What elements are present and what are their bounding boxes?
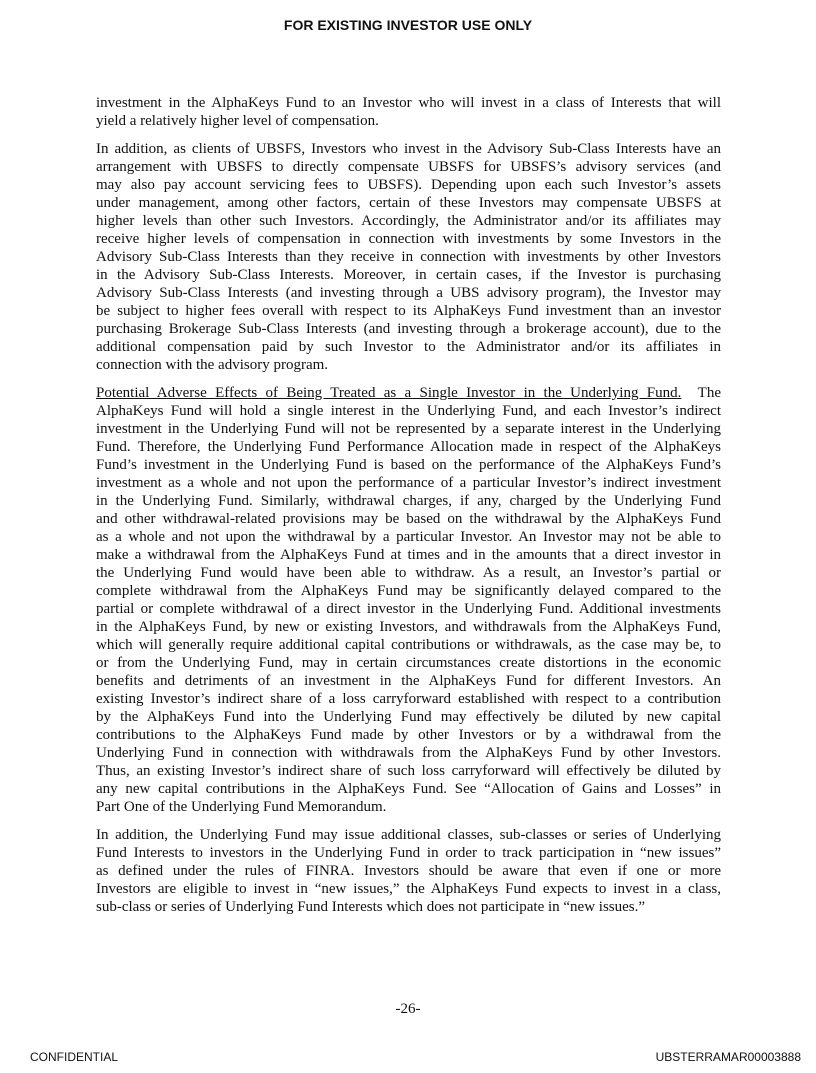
paragraph-line: partial or complete withdrawal of a direct investor in the Underlying Fund. Additional investments	[96, 601, 721, 617]
paragraph-line: sub-class or series of Underlying Fund Interests which does not participate in “new issues.”	[96, 899, 646, 915]
paragraph-line: Thus, an existing Investor’s indirect share of such loss carryforward will effectively be diluted by	[96, 763, 721, 779]
paragraph-line: be subject to higher fees overall with respect to its AlphaKeys Fund investment than an investor	[96, 303, 721, 319]
paragraph-line: investment in the Underlying Fund will not be represented by a separate interest in the Underlying	[96, 421, 721, 437]
paragraph-line: and other withdrawal-related provisions may be based on the withdrawal by the AlphaKeys Fund	[96, 511, 721, 527]
paragraph-line	[96, 384, 721, 402]
paragraph-line: which will generally require additional capital contributions or withdrawals, as the case may be, to	[96, 637, 721, 653]
paragraph-line: benefits and detriments of an investment in the AlphaKeys Fund for different Investors. An	[96, 673, 721, 689]
paragraph-line: Fund’s investment in the Underlying Fund is based on the performance of the AlphaKeys Fund’s	[96, 457, 721, 473]
paragraph-line: in the AlphaKeys Fund, by new or existing Investors, and withdrawals from the AlphaKeys Fund,	[96, 619, 721, 635]
document-body	[96, 94, 721, 926]
paragraph-line: higher levels than other such Investors. Accordingly, the Administrator and/or its affiliates may	[96, 213, 721, 229]
paragraph-line: AlphaKeys Fund will hold a single interest in the Underlying Fund, and each Investor’s indirect	[96, 403, 721, 419]
paragraph-line: Underlying Fund in connection with withdrawals from the AlphaKeys Fund by other Investors.	[96, 745, 721, 761]
paragraph-line: Investors are eligible to invest in “new issues,” the AlphaKeys Fund expects to invest in a class,	[96, 881, 721, 897]
paragraph-line: connection with the advisory program.	[96, 357, 329, 373]
paragraph-line: Advisory Sub-Class Interests than they receive in connection with investments by other Investors	[96, 249, 721, 265]
paragraph-line: Advisory Sub-Class Interests (and investing through a UBS advisory program), the Investor may	[96, 285, 721, 301]
paragraph-line: by the AlphaKeys Fund into the Underlying Fund may effectively be diluted by new capital	[96, 709, 721, 725]
paragraph	[96, 140, 721, 374]
paragraph-line: investment in the AlphaKeys Fund to an Investor who will invest in a class of Interests that will	[96, 95, 721, 111]
paragraph	[96, 826, 721, 916]
heading-tail: The	[681, 385, 721, 401]
paragraph-line: In addition, the Underlying Fund may issue additional classes, sub-classes or series of Underlying	[96, 827, 721, 843]
paragraph-line: as defined under the rules of FINRA. Investors should be aware that even if one or more	[96, 863, 721, 879]
paragraph-line: receive higher levels of compensation in connection with investments by some Investors in the	[96, 231, 721, 247]
paragraph-line: complete withdrawal from the AlphaKeys Fund may be significantly delayed compared to the	[96, 583, 721, 599]
paragraph-line: make a withdrawal from the AlphaKeys Fund at times and in the amounts that a direct investor in	[96, 547, 721, 563]
paragraph-line: Part One of the Underlying Fund Memorandum.	[96, 799, 387, 815]
section-heading: Potential Adverse Effects of Being Treated as a Single Investor in the Underlying Fund.	[96, 385, 682, 401]
paragraph-line: Fund Interests to investors in the Underlying Fund in order to track participation in “new issues”	[96, 845, 721, 861]
paragraph-line: under management, among other factors, certain of these Investors may compensate UBSFS at	[96, 195, 721, 211]
paragraph-line: or from the Underlying Fund, may in certain circumstances create distortions in the economic	[96, 655, 721, 671]
paragraph-line: yield a relatively higher level of compensation.	[96, 113, 379, 129]
paragraph-line: in the Underlying Fund. Similarly, withdrawal charges, if any, charged by the Underlying Fund	[96, 493, 721, 509]
page-number: -26-	[395, 1001, 421, 1017]
paragraph-line: additional compensation paid by such Investor to the Administrator and/or its affiliates in	[96, 339, 721, 355]
paragraph-line: in the Advisory Sub-Class Interests. Moreover, in certain cases, if the Investor is purchasing	[96, 267, 721, 283]
paragraph-single-investor	[96, 384, 721, 816]
footer-bates-number: UBSTERRAMAR00003888	[655, 1050, 801, 1064]
footer-confidential: CONFIDENTIAL	[30, 1050, 119, 1064]
paragraph-line: the Underlying Fund would have been able to withdraw. As a result, an Investor’s partial or	[96, 565, 721, 581]
paragraph-line: may also pay account servicing fees to UBSFS). Depending upon each such Investor’s assets	[96, 177, 721, 193]
paragraph-line: as a whole and not upon the withdrawal by a particular Investor. An Investor may not be able to	[96, 529, 721, 545]
paragraph-line: contributions to the AlphaKeys Fund made by other Investors or by a withdrawal from the	[96, 727, 721, 743]
paragraph-line: purchasing Brokerage Sub-Class Interests (and investing through a brokerage account), due to the	[96, 321, 721, 337]
paragraph-line: any new capital contributions in the AlphaKeys Fund. See “Allocation of Gains and Losses” in	[96, 781, 721, 797]
paragraph-line: In addition, as clients of UBSFS, Investors who invest in the Advisory Sub-Class Interests have an	[96, 141, 721, 157]
paragraph	[96, 94, 721, 130]
paragraph-line: investment as a whole and not upon the performance of a particular Investor’s indirect investment	[96, 475, 721, 491]
paragraph-line: Fund. Therefore, the Underlying Fund Performance Allocation made in respect of the AlphaKeys	[96, 439, 721, 455]
page-header: FOR EXISTING INVESTOR USE ONLY	[283, 17, 533, 33]
paragraph-line: existing Investor’s indirect share of a loss carryforward established with respect to a contribution	[96, 691, 721, 707]
paragraph-line: arrangement with UBSFS to directly compensate UBSFS for UBSFS’s advisory services (and	[96, 159, 721, 175]
